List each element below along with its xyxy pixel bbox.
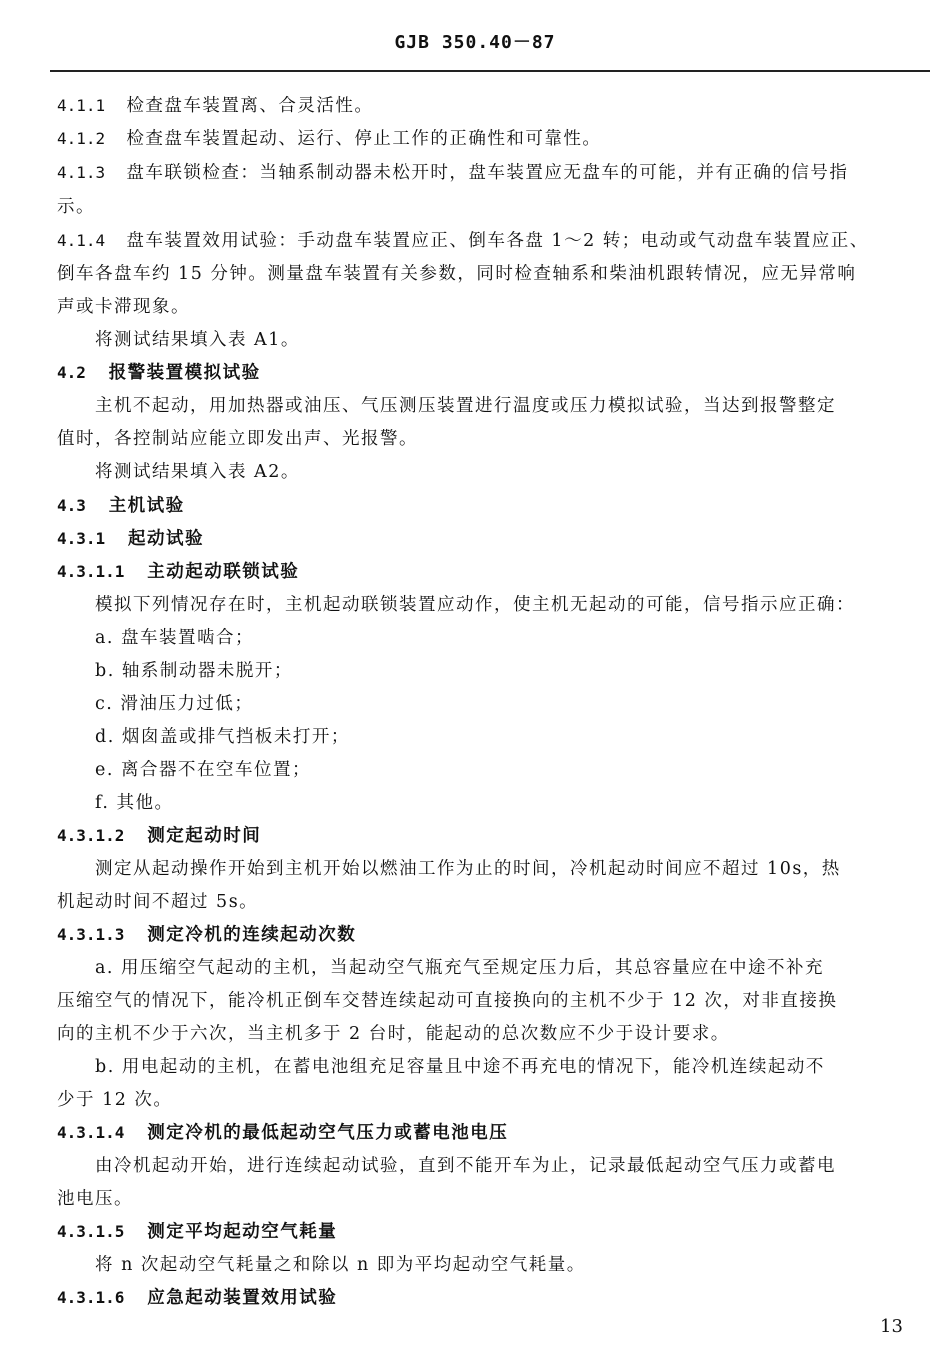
list-item: c. 滑油压力过低； (95, 694, 254, 714)
text-line: 模拟下列情况存在时，主机起动联锁装置应动作，使主机无起动的可能，信号指示应正确： (95, 595, 855, 615)
text-line: a. 用压缩空气起动的主机，当起动空气瓶充气至规定压力后，其总容量应在中途不补充 (95, 958, 825, 978)
clause-4-1-3: 4.1.3 盘车联锁检查：当轴系制动器未松开时，盘车装置应无盘车的可能，并有正确的信号指 (57, 163, 849, 183)
list-item: a. 盘车装置啮合； (95, 628, 255, 648)
standard-code-header: GJB 350.40－87 (394, 32, 556, 53)
list-item: e. 离合器不在空车位置； (95, 760, 311, 780)
text-line: 将测试结果填入表 A2。 (95, 462, 300, 482)
clause-4-1-1: 4.1.1 检查盘车装置离、合灵活性。 (57, 96, 374, 116)
text-line: b. 用电起动的主机，在蓄电池组充足容量且中途不再充电的情况下，能冷机连续起动不 (95, 1057, 825, 1077)
section-4-3-1-2: 4.3.1.2 测定起动时间 (57, 826, 262, 846)
section-4-3-1-4: 4.3.1.4 测定冷机的最低起动空气压力或蓄电池电压 (57, 1123, 509, 1143)
text-line: 少于 12 次。 (57, 1090, 173, 1110)
text-line: 池电压。 (57, 1189, 133, 1209)
list-item: d. 烟囱盖或排气挡板未打开； (95, 727, 350, 747)
section-4-3-1: 4.3.1 起动试验 (57, 529, 204, 549)
text-line: 向的主机不少于六次，当主机多于 2 台时，能起动的总次数应不少于设计要求。 (57, 1024, 730, 1044)
text-line: 压缩空气的情况下，能冷机正倒车交替连续起动可直接换向的主机不少于 12 次，对非直接换 (57, 991, 838, 1011)
text-line: 机起动时间不超过 5s。 (57, 892, 259, 912)
section-4-3-1-5: 4.3.1.5 测定平均起动空气耗量 (57, 1222, 338, 1242)
section-4-3: 4.3 主机试验 (57, 496, 185, 516)
text-line: 由冷机起动开始，进行连续起动试验，直到不能开车为止，记录最低起动空气压力或蓄电 (95, 1156, 836, 1176)
text-line: 主机不起动，用加热器或油压、气压测压装置进行温度或压力模拟试验，当达到报警整定 (95, 396, 836, 416)
text-line: 声或卡滞现象。 (57, 297, 190, 317)
section-4-2: 4.2 报警装置模拟试验 (57, 363, 261, 383)
page-number: 13 (880, 1316, 903, 1337)
clause-4-1-2: 4.1.2 检查盘车装置起动、运行、停止工作的正确性和可靠性。 (57, 129, 602, 149)
clause-4-1-4: 4.1.4 盘车装置效用试验：手动盘车装置应正、倒车各盘 1～2 转；电动或气动盘车装置应正、 (57, 231, 869, 251)
section-4-3-1-3: 4.3.1.3 测定冷机的连续起动次数 (57, 925, 357, 945)
section-4-3-1-6: 4.3.1.6 应急起动装置效用试验 (57, 1288, 338, 1308)
section-4-3-1-1: 4.3.1.1 主动起动联锁试验 (57, 562, 300, 582)
text-line: 将 n 次起动空气耗量之和除以 n 即为平均起动空气耗量。 (95, 1255, 586, 1275)
header-rule (50, 70, 930, 72)
text-line: 将测试结果填入表 A1。 (95, 330, 300, 350)
list-item: b. 轴系制动器未脱开； (95, 661, 293, 681)
text-line: 值时，各控制站应能立即发出声、光报警。 (57, 429, 418, 449)
list-item: f. 其他。 (95, 793, 174, 813)
text-line: 示。 (57, 197, 95, 217)
text-line: 倒车各盘车约 15 分钟。测量盘车装置有关参数，同时检查轴系和柴油机跟转情况，应无异常响 (57, 264, 857, 284)
text-line: 测定从起动操作开始到主机开始以燃油工作为止的时间，冷机起动时间应不超过 10s，热 (95, 859, 841, 879)
